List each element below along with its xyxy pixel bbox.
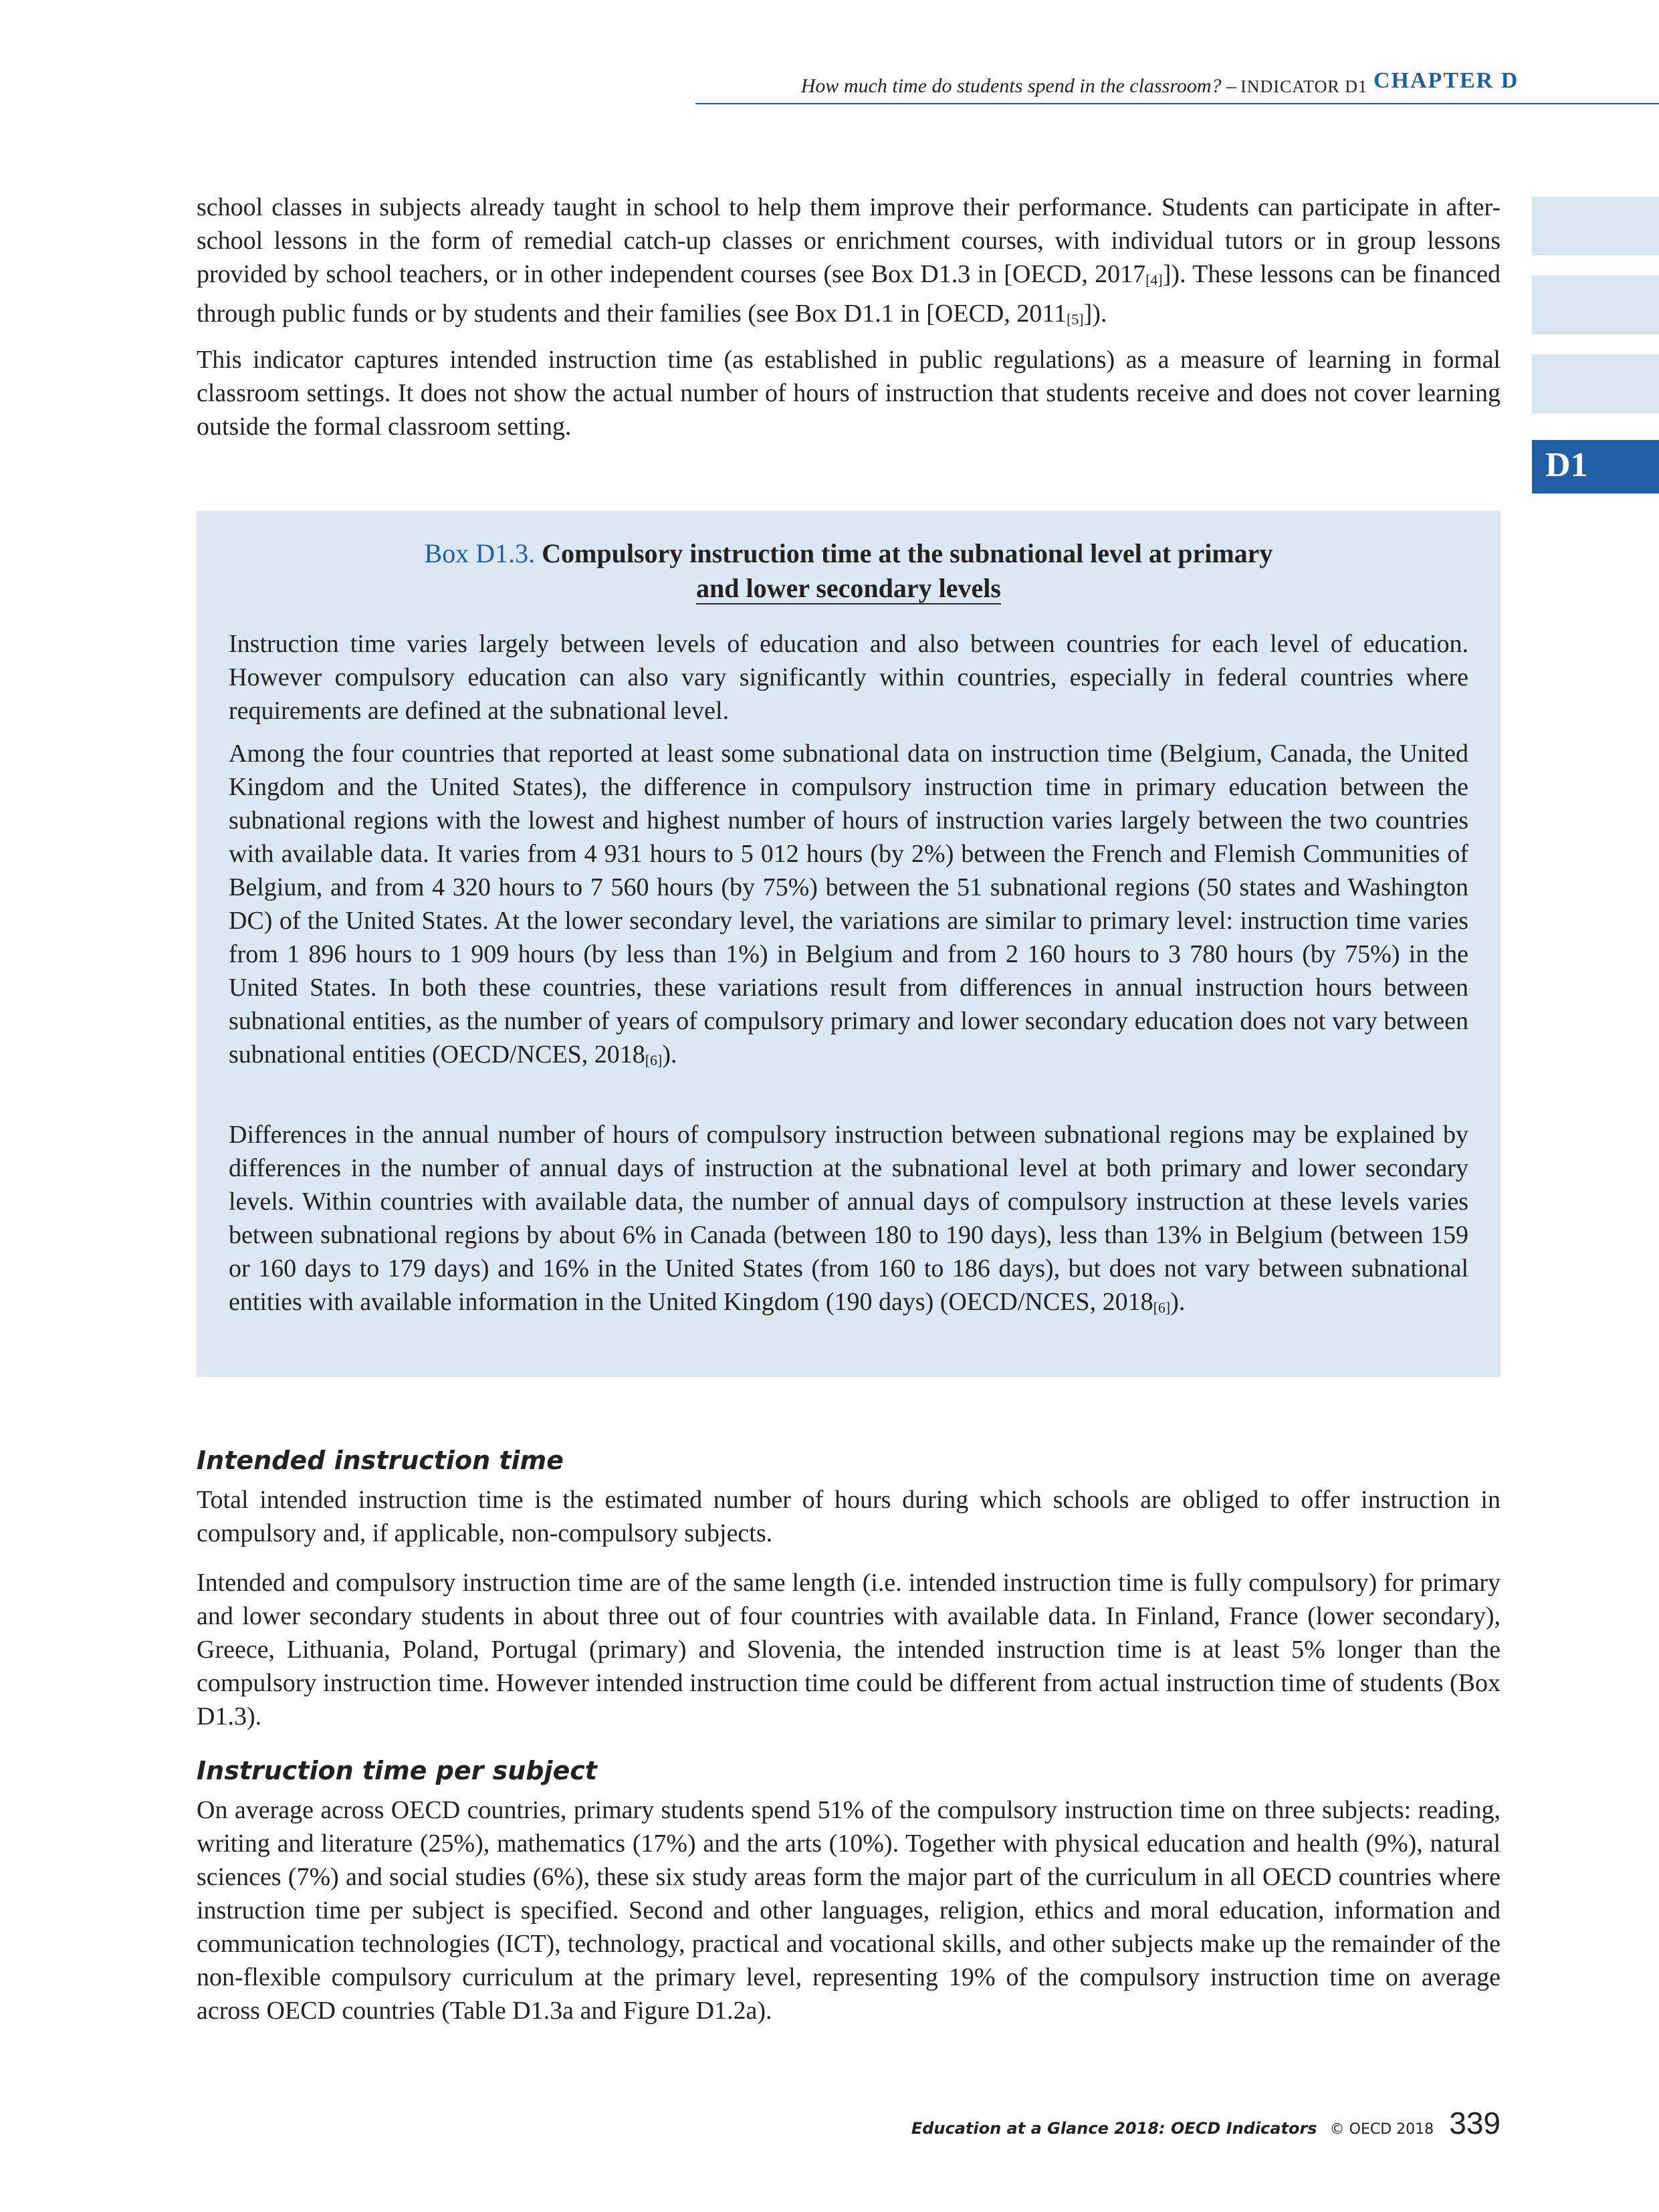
side-tab-d1 [1532, 440, 1659, 493]
side-tab-label: D1 [1545, 446, 1588, 484]
page-number: 339 [1449, 2106, 1501, 2140]
section1-paragraph-2: Intended and compulsory instruction time are of the same length (i.e. intended instruction time is fully compulsory) for primary and lower secondary students in about three out of four countries with available data. In Finland, France (lower secondary), Greece, Lithuania, Poland, Portugal (primary) and Slovenia, the intended instruction time is at least 5% longer than the compulsory instruction time. However intended instruction time could be different from actual instruction time of students (Box D1.3). [197, 1569, 1501, 1731]
reference-6b: [6] [1153, 1299, 1171, 1316]
reference-4: [4] [1145, 271, 1163, 288]
header-title: How much time do students spend in the classroom? – INDICATOR D1 [800, 75, 1367, 97]
footer-publication: Education at a Glance 2018: OECD Indicators [911, 2119, 1317, 2138]
box-d1-3 [197, 511, 1501, 1377]
header-indicator: INDICATOR D1 [1240, 77, 1367, 96]
box-paragraph-3: Differences in the annual number of hours of compulsory instruction between subnational regions may be explained by differences in the number of annual days of instruction at the subnational level at both primary and lower secondary levels. Within countries with available data, the number of annual days of compulsory instruction at these levels varies between subnational regions by about 6% in Canada (between 180 to 190 days), less than 13% in Belgium (between 159 or 160 days to 179 days) and 16% in the United States (from 160 to 186 days), but does not vary between subnational entities with available information in the United Kingdom (190 days) (OECD/NCES, $2018_{[6]}$). [229, 1121, 1468, 1316]
footer-copyright: © OECD 2018 [1329, 2121, 1434, 2138]
section-heading-intended: Intended instruction time [197, 1446, 564, 1475]
box-title [197, 536, 1501, 606]
intro-paragraph-2: This indicator captures intended instruction time (as established in public regulations) as a measure of learning in formal classroom settings. It does not show the actual number of hours of instruction that students receive and does not cover learning outside the formal classroom setting. [197, 346, 1501, 441]
side-tab-blank-2 [1532, 275, 1659, 334]
section1-paragraph-1: Total intended instruction time is the estimated number of hours during which schools are obliged to offer instruction in compulsory and, if applicable, non-compulsory subjects. [197, 1486, 1501, 1547]
reference-5: [5] [1066, 311, 1084, 328]
running-header [695, 68, 1659, 104]
intro-paragraph-1: school classes in subjects already taught in school to help them improve their performance. Students can participate in after-school lessons in the form of remedial catch-up classes or enrichment courses, with individual tutors or in group lessons provided by school teachers, or in other independent courses (see Box D1.3 in [OECD, $2017_{[4]}$]). These lessons can be financed through public funds or by students and their families (see Box D1.1 in [OECD, $2011_{[5]}$]). [197, 193, 1501, 328]
reference-6: [6] [645, 1052, 663, 1069]
section2-paragraph-1: On average across OECD countries, primary students spend 51% of the compulsory instruction time on three subjects: reading, writing and literature (25%), mathematics (17%) and the arts (10%). Together with physical education and health (9%), natural sciences (7%) and social studies (6%), these six study areas form the major part of the curriculum in all OECD countries where instruction time per subject is specified. Second and other languages, religion, ethics and moral education, information and communication technologies (ICT), technology, practical and vocational skills, and other subjects make up the remainder of the non-flexible compulsory curriculum at the primary level, representing 19% of the compulsory instruction time on average across OECD countries (Table D1.3a and Figure D1.2a). [197, 1796, 1501, 2025]
box-paragraph-1: Instruction time varies largely between levels of education and also between countries for each level of education. However compulsory education can also vary significantly within countries, especially in federal countries where requirements are defined at the subnational level. [229, 630, 1468, 725]
side-tab-blank-1 [1532, 197, 1659, 255]
page-footer [736, 2105, 1501, 2141]
box-paragraph-2: Among the four countries that reported at least some subnational data on instruction time (Belgium, Canada, the United Kingdom and the United States), the difference in compulsory instruction time in primary education between the subnational regions with the lowest and highest number of hours of instruction varies largely between the two countries with available data. It varies from 4 931 hours to 5 012 hours (by 2%) between the French and Flemish Communities of Belgium, and from 4 320 hours to 7 560 hours (by 75%) between the 51 subnational regions (50 states and Washington DC) of the United States. At the lower secondary level, the variations are similar to primary level: instruction time varies from 1 896 hours to 1 909 hours (by less than 1%) in Belgium and from 2 160 hours to 3 780 hours (by 75%) in the United States. In both these countries, these variations result from differences in annual instruction hours between subnational entities, as the number of years of compulsory primary and lower secondary education does not vary between subnational entities (OECD/NCES, $2018_{[6]}$). [229, 740, 1468, 1069]
side-tab-blank-3 [1532, 354, 1659, 413]
box-label: Box D1.3. [424, 538, 536, 568]
box-title-line2: and lower secondary levels [696, 573, 1001, 603]
section-heading-per-subject: Instruction time per subject [197, 1756, 597, 1785]
header-chapter: CHAPTER D [1373, 68, 1519, 93]
box-title-line1: Compulsory instruction time at the subnational level at primary [542, 538, 1273, 568]
